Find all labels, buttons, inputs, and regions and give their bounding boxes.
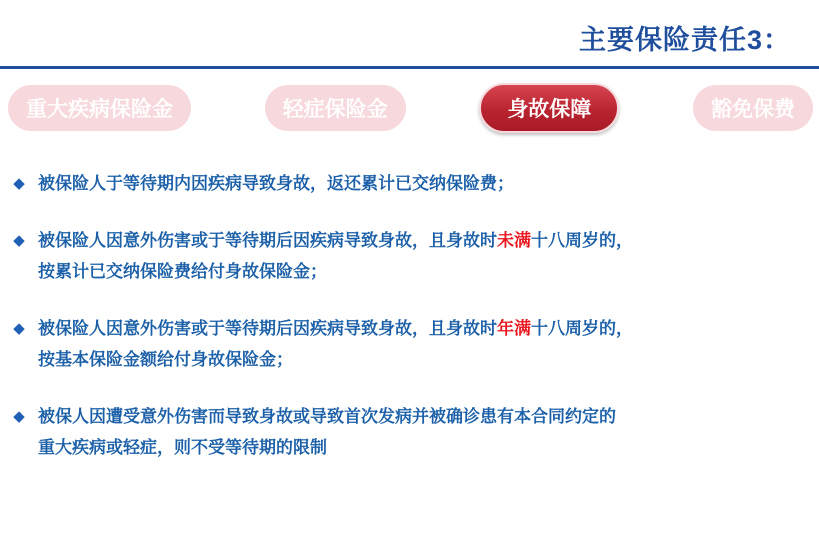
list-item-line xyxy=(38,225,793,256)
list-item-line xyxy=(38,401,793,432)
plain-text: 被保险人因意外伤害或于等待期后因疾病导致身故，且身故时 xyxy=(38,319,497,338)
plain-text: 被保人因遭受意外伤害而导致身故或导致首次发病并被确诊患有本合同约定的 xyxy=(38,407,616,426)
plain-text: 十八周岁的， xyxy=(531,231,633,250)
list-item-text xyxy=(38,168,819,199)
list-item-text xyxy=(38,225,819,287)
diamond-bullet-icon: ◆ xyxy=(13,175,25,192)
plain-text: 被保险人于等待期内因疾病导致身故，返还累计已交纳保险费； xyxy=(38,174,514,193)
diamond-bullet-icon: ◆ xyxy=(13,408,25,425)
plain-text: 按累计已交纳保险费给付身故保险金； xyxy=(38,262,327,281)
list-item xyxy=(0,313,819,375)
tab-bar xyxy=(8,82,813,134)
header-divider xyxy=(0,66,819,69)
list-item-line xyxy=(38,344,793,375)
list-item xyxy=(0,168,819,199)
list-item-line xyxy=(38,313,793,344)
list-item-line xyxy=(38,168,793,199)
plain-text: 重大疾病或轻症，则不受等待期的限制 xyxy=(38,438,327,457)
list-item-text xyxy=(38,401,819,463)
plain-text: 按基本保险金额给付身故保险金； xyxy=(38,350,293,369)
bullet-list xyxy=(0,168,819,489)
list-item xyxy=(0,401,819,463)
list-item-line xyxy=(38,256,793,287)
tab-1[interactable]: 轻症保险金 xyxy=(265,85,406,131)
list-item-text xyxy=(38,313,819,375)
tab-2[interactable]: 身故保障 xyxy=(479,83,619,133)
page-title: 主要保险责任3： xyxy=(578,25,791,55)
tab-3[interactable]: 豁免保费 xyxy=(693,85,813,131)
diamond-bullet-icon: ◆ xyxy=(13,232,25,249)
highlighted-text: 年满 xyxy=(497,319,531,338)
list-item xyxy=(0,225,819,287)
highlighted-text: 未满 xyxy=(497,231,531,250)
plain-text: 十八周岁的， xyxy=(531,319,633,338)
list-item-line xyxy=(38,432,793,463)
plain-text: 被保险人因意外伤害或于等待期后因疾病导致身故，且身故时 xyxy=(38,231,497,250)
diamond-bullet-icon: ◆ xyxy=(13,320,25,337)
tab-0[interactable]: 重大疾病保险金 xyxy=(8,85,191,131)
